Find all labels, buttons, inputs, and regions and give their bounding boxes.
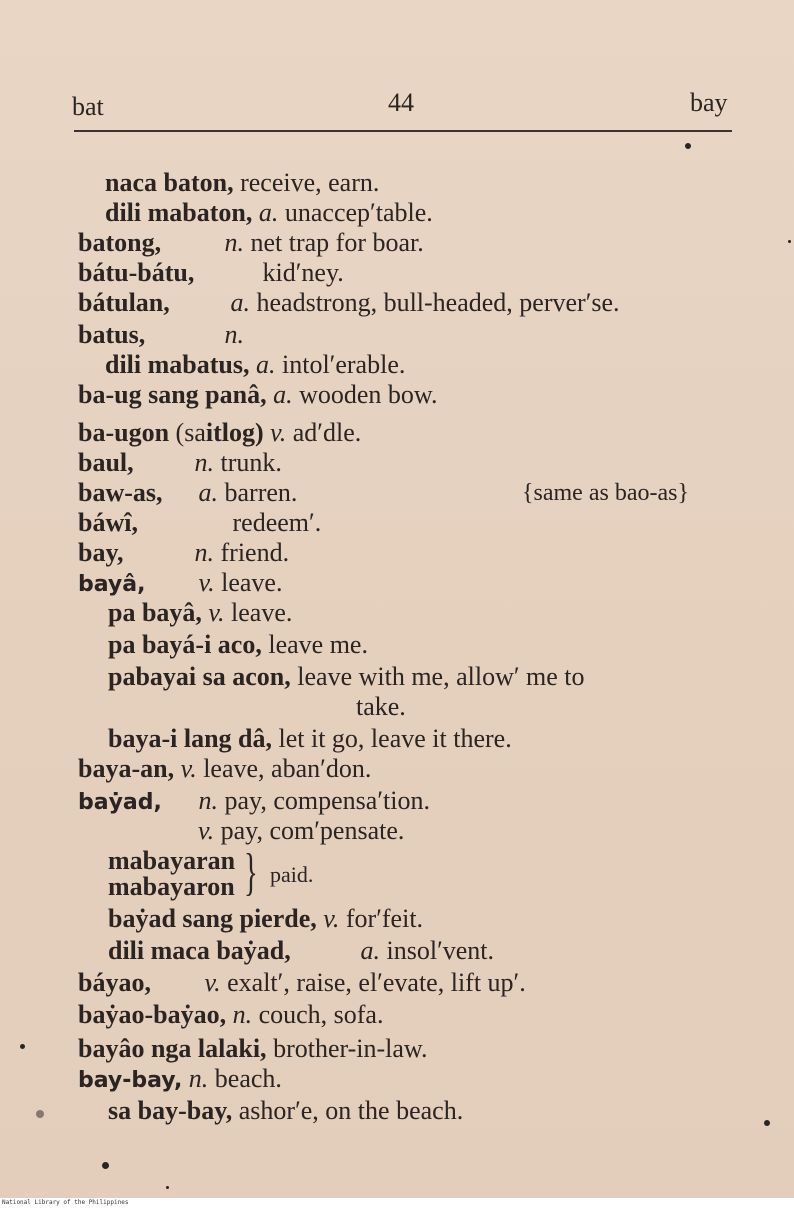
dictionary-entry	[78, 786, 430, 818]
entry-gloss: unaccep′table.	[284, 198, 433, 227]
ink-speck	[685, 143, 691, 149]
dictionary-entry	[78, 418, 361, 448]
entry-headword: dili maca baẏad,	[108, 936, 291, 965]
brace-glyph: }	[244, 844, 258, 901]
entry-gloss: insol′vent.	[386, 936, 495, 965]
entry-headword: baul,	[78, 448, 134, 477]
dictionary-entry	[78, 968, 526, 998]
ink-speck	[788, 240, 791, 243]
dictionary-entry	[78, 538, 289, 568]
entry-gloss: couch, sofa.	[258, 1000, 384, 1029]
ink-speck	[102, 1162, 109, 1169]
running-head-left: bat	[72, 92, 104, 121]
entry-gloss: ashor′e, on the beach.	[238, 1096, 464, 1125]
dictionary-entry	[78, 288, 620, 318]
dictionary-entry	[108, 936, 494, 966]
entry-headword: pa bayâ,	[108, 598, 202, 627]
entry-pos: a.	[256, 350, 276, 379]
entry-gloss: kid′ney.	[262, 258, 344, 287]
entry-pos: a.	[198, 478, 218, 507]
entry-headword: baẏad sang pierde,	[108, 904, 317, 933]
entry-headword: báyao,	[78, 968, 151, 997]
entry-headword: bátu-bátu,	[78, 258, 195, 287]
dictionary-entry	[108, 598, 292, 628]
entry-gloss: wooden bow.	[299, 380, 438, 409]
dictionary-entry	[78, 478, 297, 508]
entry-gloss: exalt′, raise, el′evate, lift up′.	[227, 968, 526, 997]
entry-gloss: barren.	[224, 478, 298, 507]
entry-headword: sa bay-bay,	[108, 1096, 233, 1125]
entry-pos: v.	[208, 598, 225, 627]
entry-headword: ba-ug sang panâ,	[78, 380, 267, 409]
entry-headword: pabayai sa acon,	[108, 662, 291, 691]
entry-headword: baẏad,	[78, 790, 162, 815]
entry-pos: n.	[198, 786, 218, 815]
entry-gloss: leave.	[231, 598, 293, 627]
entry-pos: n.	[188, 1064, 209, 1093]
dictionary-entry	[108, 724, 512, 754]
entry-gloss: intol′erable.	[282, 350, 406, 379]
header-rule	[74, 130, 732, 132]
dictionary-entry	[78, 258, 344, 288]
cross-reference-note: {same as bao-as}	[522, 480, 689, 506]
entry-headword: mabayaron	[108, 872, 235, 901]
entry-gloss: let it go, leave it there.	[278, 724, 512, 753]
dictionary-entry	[78, 1000, 383, 1030]
entry-gloss: beach.	[214, 1064, 282, 1093]
dictionary-entry	[78, 754, 371, 784]
entry-gloss: leave, aban′don.	[203, 754, 372, 783]
dictionary-entry	[78, 380, 437, 410]
entry-gloss: for′feit.	[345, 904, 424, 933]
ink-speck	[764, 1120, 770, 1126]
entry-pos: n.	[224, 228, 244, 257]
entry-gloss: headstrong, bull-headed, perver′se.	[256, 288, 620, 317]
entry-headword: batus,	[78, 320, 146, 349]
library-credit: National Library of the Philippines	[2, 1199, 129, 1206]
dictionary-entry	[108, 1096, 463, 1126]
entry-gloss: leave.	[221, 568, 283, 597]
entry-headword: bayâ,	[78, 572, 146, 597]
entry-headword: bátulan,	[78, 288, 170, 317]
dictionary-entry	[108, 904, 423, 934]
entry-headword: mabayaran	[108, 846, 236, 875]
entry-pos: v.	[198, 816, 215, 845]
entry-gloss: friend.	[220, 538, 290, 567]
ink-speck	[20, 1044, 25, 1049]
entry-pos: n.	[194, 538, 214, 567]
entry-gloss: trunk.	[220, 448, 282, 477]
entry-gloss: redeem′.	[232, 508, 322, 537]
entry-headword: bay-bay,	[78, 1068, 183, 1093]
running-head-right: bay	[690, 88, 728, 117]
entry-pos: a.	[360, 936, 380, 965]
entry-pos: n.	[232, 1000, 253, 1029]
entry-headword: dili mabatus,	[105, 350, 250, 379]
ink-speck	[36, 1110, 44, 1118]
dictionary-entry-continuation	[198, 816, 404, 846]
entry-headword: naca baton,	[105, 168, 234, 197]
entry-gloss: take.	[356, 692, 406, 721]
dictionary-entry	[78, 508, 321, 538]
entry-pos: v.	[198, 568, 215, 597]
dictionary-entry	[105, 198, 433, 228]
dictionary-entry-continuation	[356, 692, 406, 722]
entry-gloss: brother-in-law.	[273, 1034, 428, 1063]
dictionary-entry	[108, 662, 585, 692]
entry-headword: baw-as,	[78, 478, 163, 507]
dictionary-entry	[108, 630, 368, 660]
dictionary-entry	[78, 568, 282, 600]
dictionary-entry	[105, 168, 379, 198]
entry-headword: bay,	[78, 538, 124, 567]
entry-gloss: pay, compensa′tion.	[224, 786, 430, 815]
entry-pos: a.	[273, 380, 293, 409]
entry-headword: baẏao-baẏao,	[78, 1000, 227, 1029]
entry-gloss: paid.	[270, 862, 314, 887]
ink-speck	[166, 1186, 169, 1189]
dictionary-entry	[78, 448, 282, 478]
entry-headword: pa bayá-i aco,	[108, 630, 262, 659]
dictionary-entry	[108, 872, 235, 902]
page-number: 44	[388, 88, 414, 117]
entry-gloss: receive, earn.	[240, 168, 380, 197]
entry-pos: v.	[204, 968, 221, 997]
entry-headword: ba-ugon	[78, 418, 170, 447]
entry-headword: baya-an,	[78, 754, 175, 783]
entry-pos: a.	[230, 288, 250, 317]
entry-pos: v.	[323, 904, 340, 933]
entry-pos: v.	[270, 418, 287, 447]
entry-pos: a.	[258, 198, 279, 227]
entry-headword: batong,	[78, 228, 162, 257]
entry-headword: baya-i lang dâ,	[108, 724, 272, 753]
entry-headword: bayâo nga lalaki,	[78, 1034, 267, 1063]
entry-gloss: net trap for boar.	[250, 228, 424, 257]
entry-gloss: leave with me, allow′ me to	[297, 662, 585, 691]
entry-headword: báwî,	[78, 508, 138, 537]
dictionary-entry	[78, 320, 244, 350]
entry-gloss: ad′dle.	[292, 418, 362, 447]
entry-pos: n.	[194, 448, 214, 477]
dictionary-entry	[78, 228, 424, 258]
entry-gloss: pay, com′pensate.	[220, 816, 405, 845]
dictionary-entry	[105, 350, 405, 380]
entry-headword: dili mabaton,	[105, 198, 253, 227]
entry-pos: v.	[180, 754, 197, 783]
dictionary-entry	[78, 1064, 282, 1096]
entry-gloss: leave me.	[268, 630, 368, 659]
entry-paren-open: (sa	[175, 418, 206, 447]
entry-pos: n.	[224, 320, 244, 349]
entry-headword-part: itlog)	[205, 418, 264, 447]
dictionary-entry	[78, 1034, 428, 1064]
